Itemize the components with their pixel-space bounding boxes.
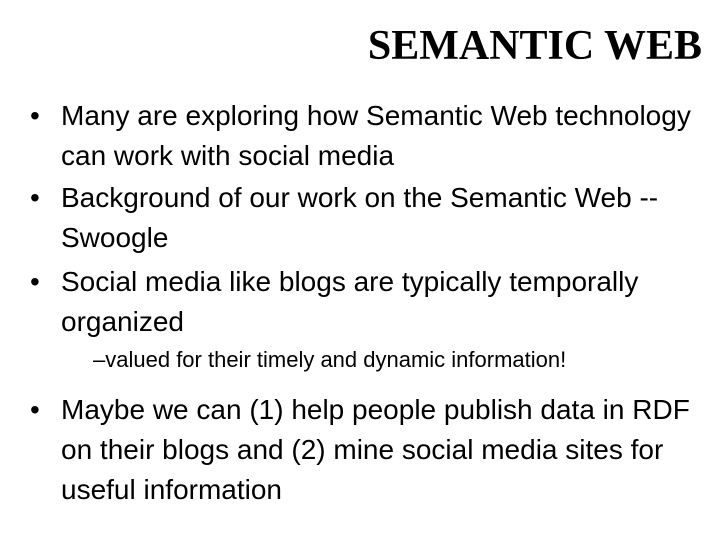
bullet-marker: • [30, 182, 40, 213]
sub-bullet-item [93, 343, 713, 377]
bullet-text: Social media like blogs are typically temporally organized [61, 266, 639, 337]
bullet-item [30, 390, 710, 510]
slide-title: SEMANTIC WEB [367, 23, 702, 69]
bullet-text: Background of our work on the Semantic Web -- Swoogle [61, 182, 659, 253]
sub-bullet-marker: – [93, 347, 106, 372]
bullet-item [30, 96, 710, 176]
bullet-item [30, 262, 710, 342]
bullet-item [30, 178, 710, 258]
bullet-text: Many are exploring how Semantic Web technology can work with social media [61, 100, 691, 171]
bullet-marker: • [30, 266, 40, 297]
sub-bullet-text: valued for their timely and dynamic information! [105, 347, 567, 372]
bullet-marker: • [30, 100, 40, 131]
bullet-text: Maybe we can (1) help people publish data in RDF on their blogs and (2) mine social media sites for useful information [61, 394, 690, 505]
bullet-marker: • [30, 394, 40, 425]
